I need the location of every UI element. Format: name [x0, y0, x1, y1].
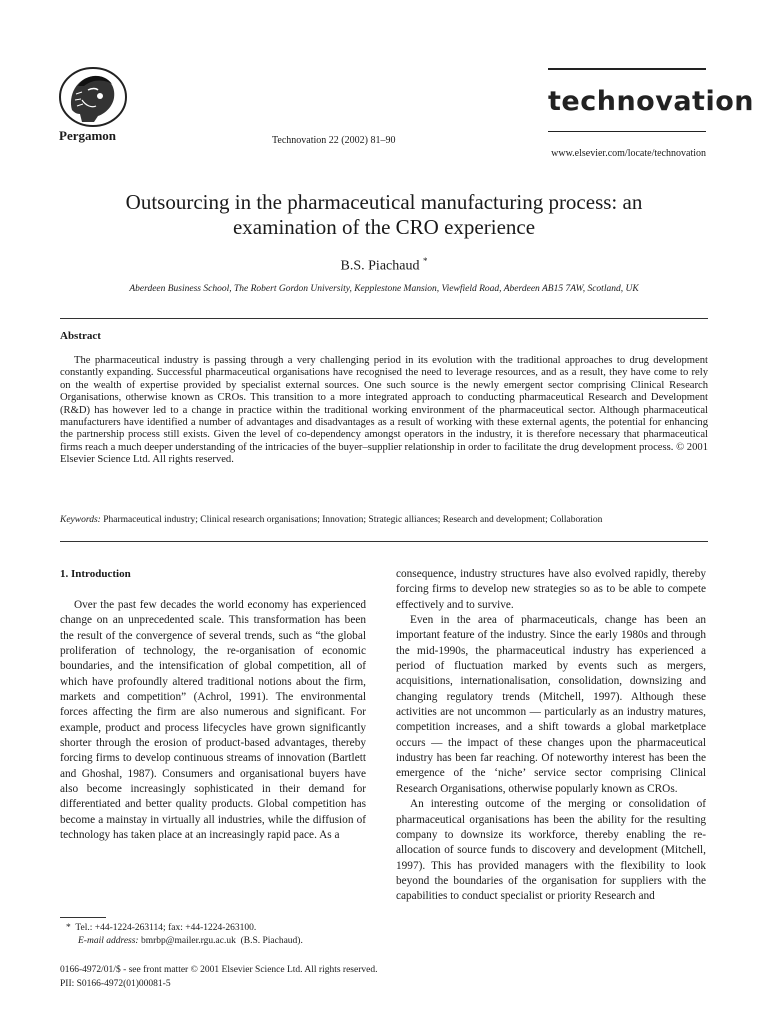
keywords-bottom-rule [60, 541, 708, 542]
intro-paragraph-continued: consequence, industry structures have also evolved rapidly, thereby forcing firms to develop new strategies so as to be able to compete effectively and to survive. [396, 568, 706, 611]
keywords-label: Keywords: [60, 515, 101, 525]
author-affiliation: Aberdeen Business School, The Robert Gordon University, Kepplestone Mansion, Viewfield Road, Aberdeen AB15 7AW, Scotland, UK [129, 284, 639, 294]
keywords-list: Pharmaceutical industry; Clinical research organisations; Innovation; Strategic alliances; Research and development; Collaboration [103, 515, 603, 525]
footnote-tel-fax: Tel.: +44-1224-263114; fax: +44-1224-263100. [75, 923, 257, 933]
author-name: B.S. Piachaud [340, 258, 420, 274]
journal-citation: Technovation 22 (2002) 81–90 [272, 135, 396, 146]
footnote-email [66, 935, 376, 948]
article-title [60, 190, 708, 240]
intro-paragraph-3: An interesting outcome of the merging or consolidation of pharmaceutical organisations has been the ability for the resulting company to downsize its workforce, thereby enabling the re-allocation of source funds to discovery and development (Mitchell, 1997). This has provided managers with the flexibility to look beyond the boundaries of the organisation for suppliers with the capabilities to conduct specialist or priority Research and [396, 798, 706, 903]
intro-paragraph-1: Over the past few decades the world economy has experienced change on an unprecedented scale. This transformation has been the result of the convergence of several trends, such as “the global proliferation of technology, the re-organisation of economic boundaries, and the intensification of global competition, all of which have profoundly altered traditional notions about the firm, markets and competition” (Achrol, 1991). The environmental forces affecting the firm are also numerous and significant. For example, product and process lifecycles have grown significantly shorter through the erosion of product-based advantages, thereby forcing firms to develop continuous streams of innovation (Bartlett and Ghoshal, 1987). Consumers and organisational buyers have also become increasingly sophisticated in their demand for differentiated and better quality products. Global competition has become a mainstay in virtually all industries, while the diffusion of technology has taken place at an increasingly rapid pace. As a [60, 599, 366, 842]
abstract-heading: Abstract [60, 330, 101, 342]
abstract-top-rule [60, 318, 708, 319]
journal-brand: technovation [548, 86, 754, 117]
abstract-text: The pharmaceutical industry is passing through a very challenging period in its evolution with the traditional approaches to drug development constantly expanding. Successful pharmaceutical organisations have recognised the need to leverage resources, and as a result, they have come to rely on the wealth of expertise provided by specialist external sources. One such source is the newly emergent sector comprising Clinical Research Organisations, otherwise known as CROs. This transition to a more integrated approach to conducting pharmaceutical Research and Development (R&D) has however led to a change in practice within the traditional working environment of the pharmaceutical sector. Although pharmaceutical manufacturers have identified a number of advantages and disadvantages as a result of working with these external agents, the potential for enhancing the partnership process still exists. Given the level of co-dependency amongst operators in the industry, it is therefore necessary that pharmaceutical firms reach a much deeper understanding of the intricacies of the buyer–supplier relationship in order to facilitate the drug development process. © 2001 Elsevier Science Ltd. All rights reserved. [60, 355, 708, 466]
email-address[interactable]: bmrbp@mailer.rgu.ac.uk [140, 936, 236, 946]
author-line [60, 256, 708, 275]
intro-paragraph-2: Even in the area of pharmaceuticals, change has been an important feature of the industry. Since the early 1980s and through the mid-1990s, the pharmaceutical industry has experienced a period of fluctuation marked by events such as mergers, acquisitions, internationalisation, consolidation, downsizing and changing regulatory trends (Mitchell, 1997). Although these activities are not uncommon — particularly as an industry matures, competition increases, and a shift towards a global marketplace occurs — the impact of these changes upon the pharmaceutical industry has been far reaching. Of noteworthy interest has been the emergence of the ‘niche’ service sector comprising Clinical Research Organisations, otherwise popularly known as CROs. [396, 614, 706, 795]
brand-top-rule [548, 68, 706, 70]
author-footnote [66, 922, 376, 948]
pergamon-logo-icon [58, 66, 128, 128]
email-owner: (B.S. Piachaud). [240, 936, 303, 946]
front-matter-copyright: 0166-4972/01/$ - see front matter © 2001 Elsevier Science Ltd. All rights reserved. [60, 965, 378, 975]
email-label: E-mail address: [78, 936, 139, 946]
title-line-1: Outsourcing in the pharmaceutical manufacturing process: an [125, 190, 643, 214]
journal-url[interactable]: www.elsevier.com/locate/technovation [551, 148, 706, 159]
keywords-line [60, 515, 708, 525]
left-column [60, 598, 366, 844]
footnote-rule [60, 917, 106, 918]
brand-bottom-rule [548, 131, 706, 132]
footnote-mark: * [66, 923, 71, 933]
publisher-name: Pergamon [59, 128, 117, 143]
pii-identifier: PII: S0166-4972(01)00081-5 [60, 979, 171, 989]
footnote-contact [66, 922, 376, 935]
author-footnote-mark[interactable]: * [422, 256, 428, 266]
section-heading-introduction: 1. Introduction [60, 568, 131, 580]
right-column [396, 567, 706, 905]
title-line-2: examination of the CRO experience [232, 215, 536, 239]
